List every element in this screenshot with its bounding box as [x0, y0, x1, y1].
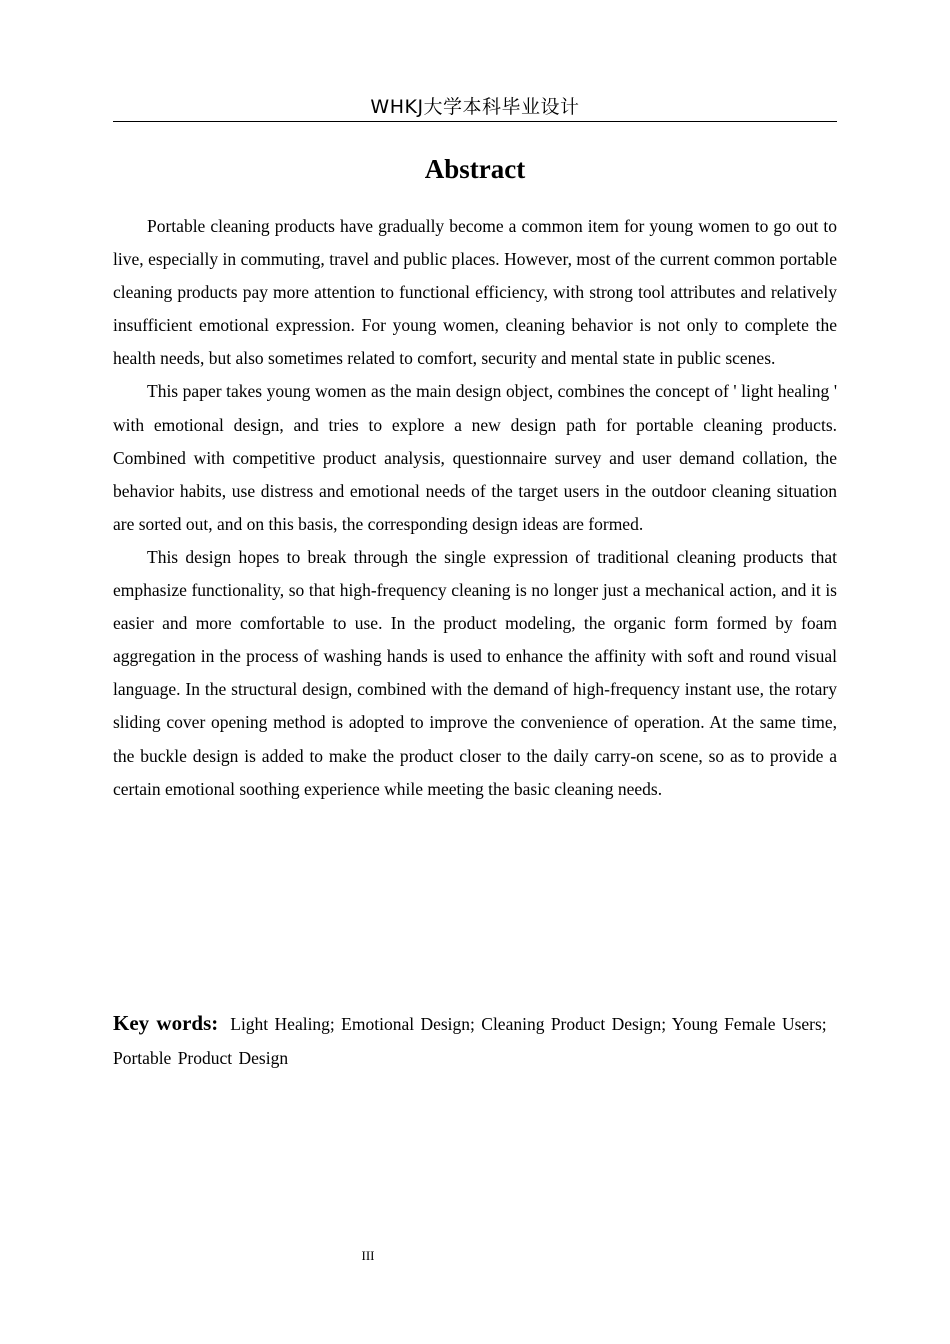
abstract-body	[113, 210, 837, 806]
abstract-paragraph-2: This paper takes young women as the main design object, combines the concept of ' light healing ' with emotional design, and tries to explore a new design path for portable cleaning products. Combined with competitive product analysis, questionnaire survey and user demand collation, the behavior habits, use distress and emotional needs of the target users in the outdoor cleaning situation are sorted out, and on this basis, the corresponding design ideas are formed.	[113, 381, 837, 534]
keywords-section	[113, 1006, 837, 1075]
header-rule	[113, 121, 837, 122]
keywords-label: Key words:	[113, 1011, 219, 1035]
page-title: Abstract	[424, 154, 526, 184]
keywords-list: Light Healing; Emotional Design; Cleaning Product Design; Young Female Users; Portable Product Design	[113, 1014, 827, 1068]
page-number: III	[361, 1248, 375, 1263]
running-header: WHKJ大学本科毕业设计	[370, 96, 580, 118]
abstract-paragraph-1: Portable cleaning products have gradually become a common item for young women to go out to live, especially in commuting, travel and public places. However, most of the current common portable cleaning products pay more attention to functional efficiency, with strong tool attributes and relatively insufficient emotional expression. For young women, cleaning behavior is not only to complete the health needs, but also sometimes related to comfort, security and mental state in public scenes.	[113, 216, 837, 369]
abstract-paragraph-3: This design hopes to break through the single expression of traditional cleaning products that emphasize functionality, so that high-frequency cleaning is no longer just a mechanical action, and it is easier and more comfortable to use. In the product modeling, the organic form formed by foam aggregation in the process of washing hands is used to enhance the affinity with soft and round visual language. In the structural design, combined with the demand of high-frequency instant use, the rotary sliding cover opening method is adopted to improve the convenience of operation. At the same time, the buckle design is added to make the product closer to the daily carry-on scene, so as to provide a certain emotional soothing experience while meeting the basic cleaning needs.	[113, 546, 837, 799]
